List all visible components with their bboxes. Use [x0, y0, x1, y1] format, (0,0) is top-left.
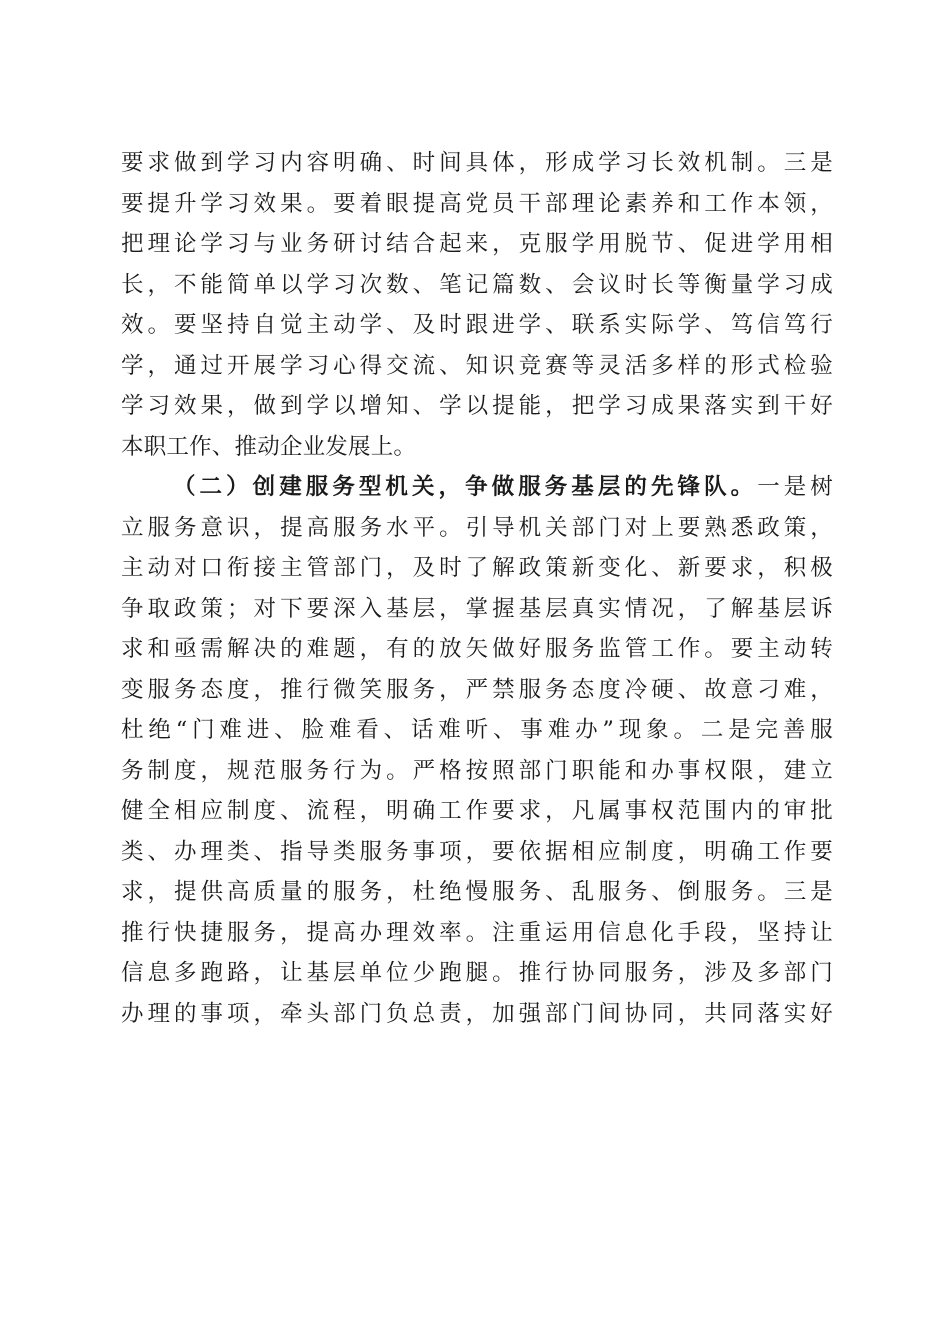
text-line: 杜绝“门难进、脸难看、话难听、事难办”现象。二是完善服	[121, 717, 833, 743]
text-line: 求，提供高质量的服务，杜绝慢服务、乱服务、倒服务。三是	[121, 879, 833, 905]
text-line: 把理论学习与业务研讨结合起来，克服学用脱节、促进学用相	[121, 231, 833, 257]
text-line: 立服务意识，提高服务水平。引导机关部门对上要熟悉政策，	[121, 514, 833, 541]
text-line: 类、办理类、指导类服务事项，要依据相应制度，明确工作要	[121, 838, 833, 865]
text-line: 求和亟需解决的难题，有的放矢做好服务监管工作。要主动转	[121, 636, 833, 662]
text-line: 务制度，规范服务行为。严格按照部门职能和办事权限，建立	[121, 757, 833, 784]
text-line: 要提升学习效果。要着眼提高党员干部理论素养和工作本领，	[121, 190, 833, 217]
document-body	[121, 143, 833, 1034]
text-line: 推行快捷服务，提高办理效率。注重运用信息化手段，坚持让	[121, 919, 833, 946]
text-line: 主动对口衔接主管部门，及时了解政策新变化、新要求，积极	[121, 555, 833, 581]
section-heading-continuation: 一是树	[757, 474, 833, 500]
section-heading: （二）创建服务型机关，争做服务基层的先锋队。	[173, 474, 758, 500]
text-line: 变服务态度，推行微笑服务，严禁服务态度冷硬、故意刁难，	[121, 676, 833, 703]
text-line: 学，通过开展学习心得交流、知识竞赛等灵活多样的形式检验	[121, 352, 833, 379]
text-line: 健全相应制度、流程，明确工作要求，凡属事权范围内的审批	[121, 798, 833, 824]
text-line: 争取政策；对下要深入基层，掌握基层真实情况，了解基层诉	[121, 595, 833, 622]
text-line: 长，不能简单以学习次数、笔记篇数、会议时长等衡量学习成	[121, 271, 833, 298]
text-line: 办理的事项，牵头部门负总责，加强部门间协同，共同落实好	[121, 1000, 833, 1027]
section-heading-line	[121, 467, 833, 508]
text-line: 信息多跑路，让基层单位少跑腿。推行协同服务，涉及多部门	[121, 960, 833, 986]
text-line: 学习效果，做到学以增知、学以提能，把学习成果落实到干好	[121, 393, 833, 419]
text-line: 效。要坚持自觉主动学、及时跟进学、联系实际学、笃信笃行	[121, 312, 833, 338]
text-line: 要求做到学习内容明确、时间具体，形成学习长效机制。三是	[121, 150, 833, 176]
text-line: 本职工作、推动企业发展上。	[121, 433, 417, 460]
